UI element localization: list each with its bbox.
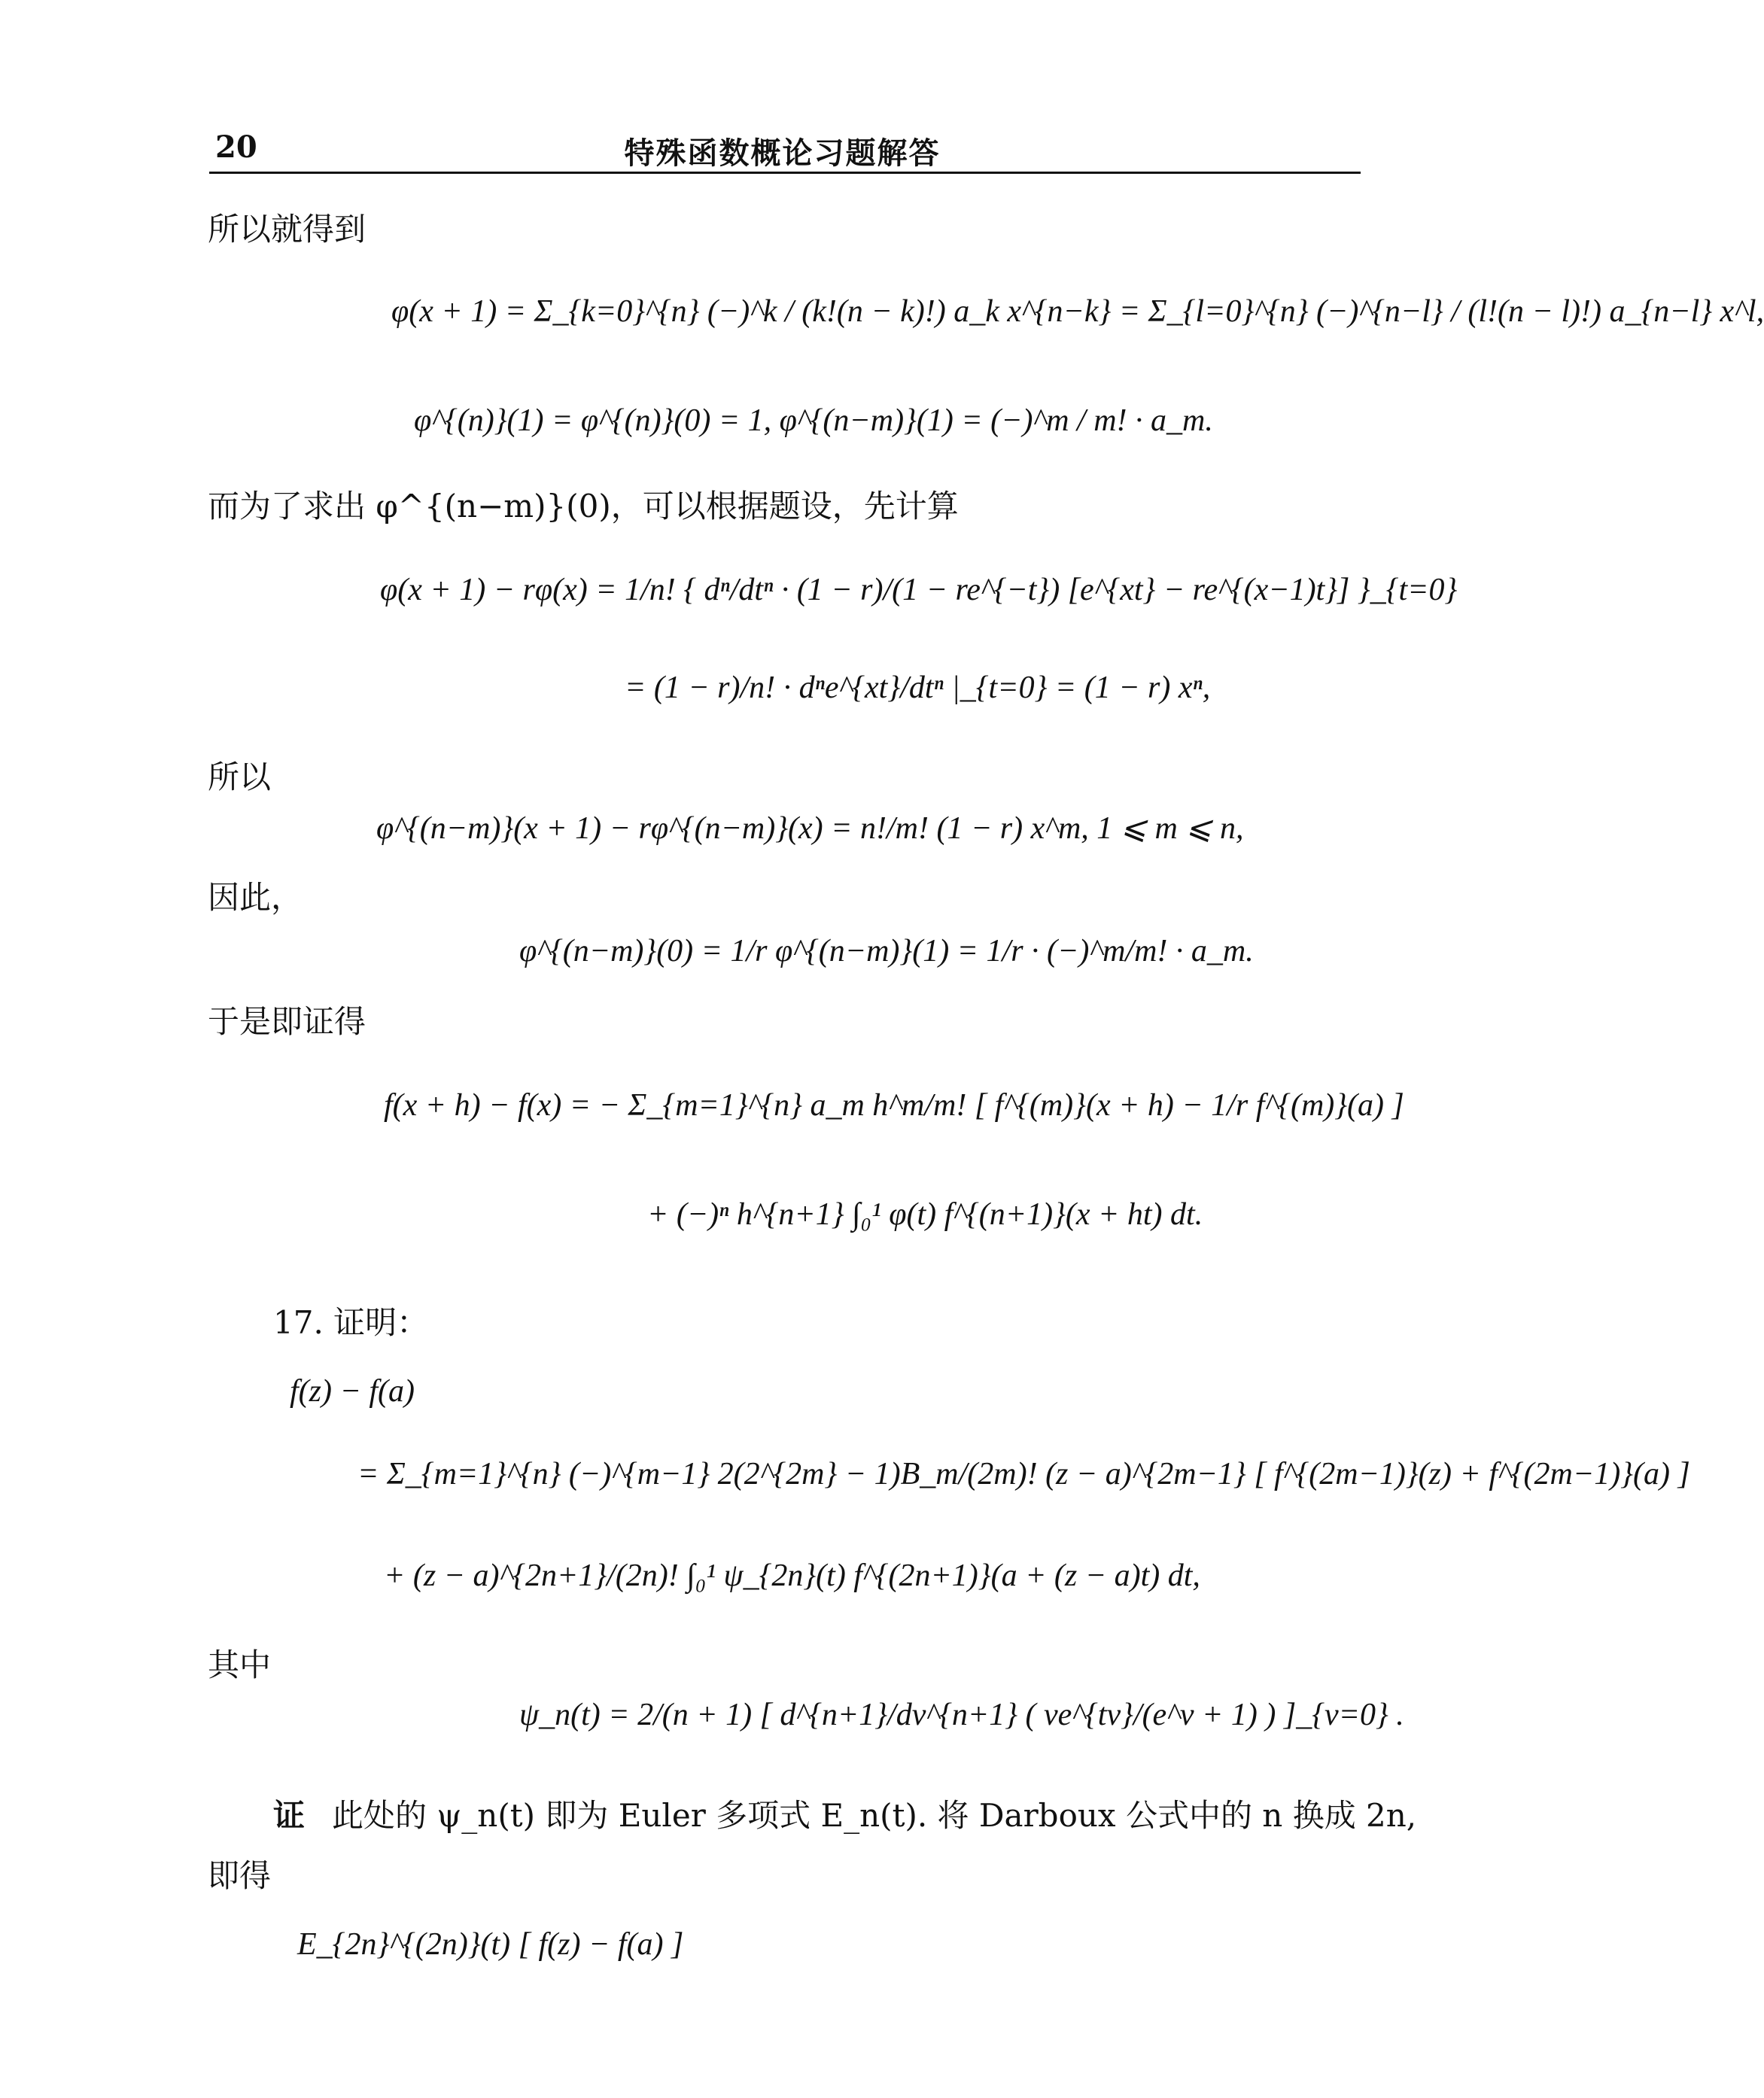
equation-9: f(z) − f(a) <box>290 1374 415 1409</box>
equation-4: = (1 − r)/n! · dⁿe^{xt}/dtⁿ |_{t=0} = (1 − r) xⁿ, <box>625 670 1211 705</box>
header-rule <box>209 172 1361 174</box>
equation-12: ψ_n(t) = 2/(n + 1) [ d^{n+1}/dv^{n+1} ( ve^{tv}/(e^v + 1) ) ]_{v=0} . <box>519 1698 1404 1732</box>
problem-label: 17. 证明： <box>273 1304 429 1341</box>
paragraph-5: 于是即证得 <box>208 1003 366 1040</box>
equation-7: f(x + h) − f(x) = − Σ_{m=1}^{n} a_m h^m/m! [ f^{(m)}(x + h) − 1/r f^{(m)}(a) ] <box>384 1088 1404 1123</box>
equation-5: φ^{(n−m)}(x + 1) − rφ^{(n−m)}(x) = n!/m! (1 − r) x^m, 1 ⩽ m ⩽ n, <box>376 811 1244 846</box>
paragraph-1: 所以就得到 <box>208 211 366 248</box>
proof-label: 证 <box>273 1797 306 1834</box>
paragraph-7: 即得 <box>208 1857 272 1894</box>
paragraph-2: 而为了求出 φ^{(n−m)}(0)，可以根据题设，先计算 <box>208 488 959 524</box>
equation-2: φ^{(n)}(1) = φ^{(n)}(0) = 1, φ^{(n−m)}(1) = (−)^m / m! · a_m. <box>414 403 1213 438</box>
running-header: 特殊函数概论习题解答 <box>624 135 941 171</box>
proof-text: 此处的 ψ_n(t) 即为 Euler 多项式 E_n(t). 将 Darboux 公式中的 n 换成 2n, <box>332 1797 1417 1834</box>
equation-3: φ(x + 1) − rφ(x) = 1/n! { dⁿ/dtⁿ · (1 − r)/(1 − re^{−t}) [e^{xt} − re^{(x−1)t}] }_{t=0} <box>380 573 1458 607</box>
equation-6: φ^{(n−m)}(0) = 1/r φ^{(n−m)}(1) = 1/r · (−)^m/m! · a_m. <box>519 934 1254 968</box>
paragraph-6: 其中 <box>208 1646 272 1683</box>
equation-13: E_{2n}^{(2n)}(t) [ f(z) − f(a) ] <box>297 1927 684 1962</box>
equation-1: φ(x + 1) = Σ_{k=0}^{n} (−)^k / (k!(n − k)!) a_k x^{n−k} = Σ_{l=0}^{n} (−)^{n−l} / (l!(n − l)!) a_{n−l} x^l, <box>391 294 1764 329</box>
paragraph-4: 因此， <box>208 879 303 916</box>
equation-11: + (z − a)^{2n+1}/(2n)! ∫₀¹ ψ_{2n}(t) f^{(2n+1)}(a + (z − a)t) dt, <box>384 1558 1200 1593</box>
proof-line <box>273 1791 1416 1836</box>
equation-8: + (−)ⁿ h^{n+1} ∫₀¹ φ(t) f^{(n+1)}(x + ht) dt. <box>647 1197 1203 1232</box>
equation-10: = Σ_{m=1}^{n} (−)^{m−1} 2(2^{2m} − 1)B_m/(2m)! (z − a)^{2m−1} [ f^{(2m−1)}(z) + f^{(2m−1)}(a) ] <box>357 1457 1690 1491</box>
paragraph-3: 所以 <box>208 759 272 795</box>
page-number: 20 <box>215 129 257 165</box>
